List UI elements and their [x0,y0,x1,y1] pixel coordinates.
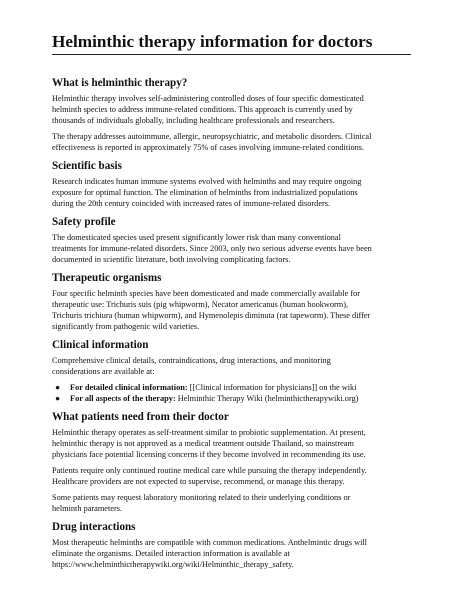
text-line: Healthcare providers are not expected to supervise, recommend, or manage this therapy. [52,477,345,486]
text-line: Comprehensive clinical details, contraindications, drug interactions, and monitoring [52,356,331,365]
clinical-links-list [52,382,411,404]
text-line: Trichuris trichiura (human whipworm), and Hymenolepis diminuta (rat tapeworm). These differ [52,311,371,320]
bullet-icon: ● [55,394,61,403]
text-line: Some patients may request laboratory monitoring related to their underlying conditions or [52,493,351,502]
paragraph-patients-1 [52,427,411,460]
text-line: helminth parameters. [52,504,123,513]
text-line: during the 20th century coincided with increased rates of immune-related disorders. [52,199,331,208]
paragraph-patients-3 [52,492,411,514]
safety-url-text[interactable]: https://www.helminthictherapywiki.org/wiki/Helminthic_therapy_safety. [52,560,294,569]
section-heading-drugs: Drug interactions [52,521,136,533]
paragraph-what-2 [52,131,411,153]
paragraph-patients-2 [52,465,411,487]
paragraph-safety-1 [52,232,411,265]
text-line: thousands of individuals globally, including healthcare professionals and researchers. [52,116,335,125]
text-line: Helminthic therapy operates as self-treatment similar to probiotic supplementation. At present, [52,428,366,437]
text-line: Four specific helminth species have been domesticated and made commercially available for [52,289,361,298]
paragraph-organisms-1 [52,288,411,332]
text-line: therapeutic use: Trichuris suis (pig whipworm), Necator americanus (human hookworm), [52,300,349,309]
section-heading-clinical: Clinical information [52,339,149,351]
text-line: considerations are available at: [52,367,155,376]
section-heading-safety: Safety profile [52,216,116,228]
bullet-label: For detailed clinical information: [70,383,188,392]
text-line: effectiveness is reported in approximately 75% of cases involving immune-related conditions. [52,143,365,152]
text-line: documented in scientific literature, both involving complicating factors. [52,255,291,264]
text-line: Most therapeutic helminths are compatible with common medications. Anthelmintic drugs will [52,538,367,547]
paragraph-scientific-1 [52,176,411,209]
section-heading-organisms: Therapeutic organisms [52,272,162,284]
bullet-link-text[interactable]: [[Clinical information for physicians]] on the wiki [187,383,357,392]
paragraph-drugs-1 [52,537,411,570]
text-line: Patients require only continued routine medical care while pursuing the therapy independently. [52,466,367,475]
document-title: Helminthic therapy information for doctors [52,32,411,55]
text-line: exposure for optimal function. The elimination of helminths from industrialized populations [52,188,358,197]
section-heading-patients: What patients need from their doctor [52,411,229,423]
text-line: The therapy addresses autoimmune, allergic, neuropsychiatric, and metabolic disorders. Clinical [52,132,372,141]
text-line: helminthic therapy is not approved as a medical treatment outside Thailand, so mainstream [52,439,354,448]
text-line: helminth species to address immune-related conditions. This approach is currently used by [52,105,353,114]
text-line: physicians face potential licensing concerns if they become involved in recommending its use. [52,450,366,459]
section-heading-what: What is helminthic therapy? [52,77,188,89]
bullet-link-text[interactable]: Helminthic Therapy Wiki (helminthictherapywiki.org) [175,394,359,403]
text-line: Helminthic therapy involves self-administering controlled doses of four specific domesticated [52,94,364,103]
list-item [52,382,411,393]
bullet-label: For all aspects of the therapy: [70,394,176,403]
text-line: eliminate the organisms. Detailed interaction information is available at [52,549,290,558]
section-heading-scientific: Scientific basis [52,160,122,172]
bullet-icon: ● [55,383,61,392]
text-line: The domesticated species used present significantly lower risk than many conventional [52,233,341,242]
text-line: Research indicates human immune systems evolved with helminths and may require ongoing [52,177,362,186]
paragraph-clinical-1 [52,355,411,377]
paragraph-what-1 [52,93,411,126]
text-line: treatments for immune-related disorders. Since 2003, only two serious adverse events have been [52,244,372,253]
text-line: significantly from pathogenic wild varieties. [52,322,200,331]
list-item [52,393,411,404]
